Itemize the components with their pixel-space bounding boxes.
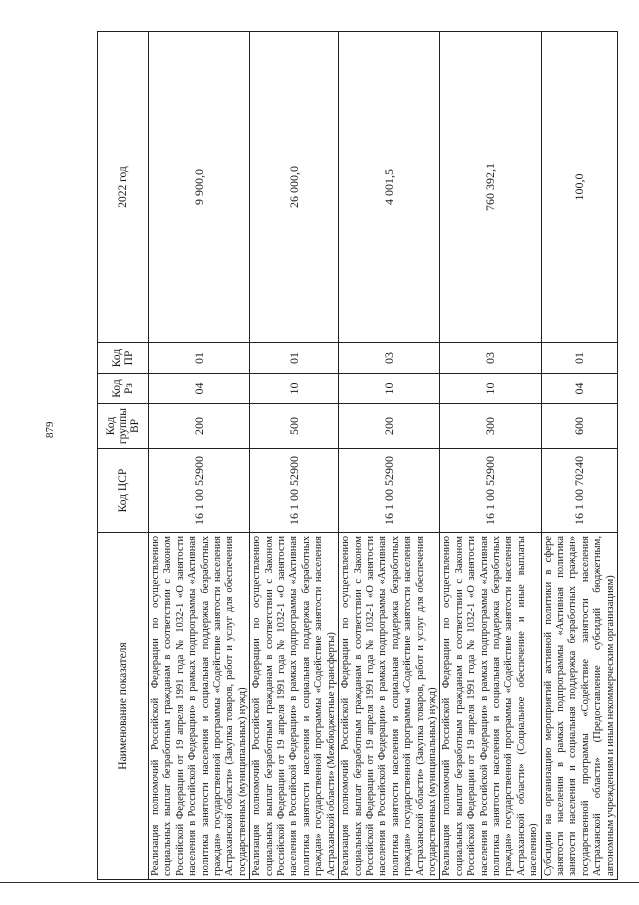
budget-table-rotated bbox=[97, 32, 616, 880]
row-pr: 03 bbox=[339, 343, 440, 374]
row-name: Реализация полномочий Российской Федерации по осуществлению социальных выплат безработным гражданам в соответствии с Законом Российской Федерации от 19 апреля 1991 года № 1032-1 «О занятости населения в Российской Федерации» в рамках подпрограммы «Активная политика занятости населения и социальная поддержка безработных граждан» государственной программы «Содействие занятости населения Астраханской области» (Закупка товаров, работ и услуг для обеспечения государственных (муниципальных) нужд) bbox=[149, 533, 250, 880]
header-year: 2022 год bbox=[98, 32, 149, 343]
row-csr: 16 1 00 52900 bbox=[250, 449, 339, 533]
row-name: Реализация полномочий Российской Федерации по осуществлению социальных выплат безработным гражданам в соответствии с Законом Российской Федерации от 19 апреля 1991 года № 1032-1 «О занятости населения в Российской Федерации» в рамках подпрограммы «Активная политика занятости населения и социальная поддержка безработных граждан» государственной программы «Содействие занятости населения Астраханской области» (Социальное обеспечение и иные выплаты населению) bbox=[440, 533, 541, 880]
row-csr: 16 1 00 52900 bbox=[339, 449, 440, 533]
table-row bbox=[541, 32, 617, 880]
row-csr: 16 1 00 52900 bbox=[149, 449, 250, 533]
row-rz: 10 bbox=[339, 374, 440, 404]
row-vr: 500 bbox=[250, 404, 339, 449]
row-pr: 01 bbox=[541, 343, 617, 374]
row-pr: 01 bbox=[149, 343, 250, 374]
row-vr: 200 bbox=[149, 404, 250, 449]
page-bottom-rule bbox=[0, 882, 639, 883]
header-rz: Код Рз bbox=[98, 374, 149, 404]
header-name: Наименование показателя bbox=[98, 533, 149, 880]
row-amount: 760 392,1 bbox=[440, 32, 541, 343]
table-row bbox=[339, 32, 440, 880]
row-name: Реализация полномочий Российской Федерации по осуществлению социальных выплат безработным гражданам в соответствии с Законом Российской Федерации от 19 апреля 1991 года № 1032-1 «О занятости населения в Российской Федерации» в рамках подпрограммы «Активная политика занятости населения и социальная поддержка безработных граждан» государственной программы «Содействие занятости населения Астраханской области» (Закупка товаров, работ и услуг для обеспечения государственных (муниципальных) нужд) bbox=[339, 533, 440, 880]
row-csr: 16 1 00 52900 bbox=[440, 449, 541, 533]
table-row bbox=[250, 32, 339, 880]
row-rz: 04 bbox=[149, 374, 250, 404]
row-amount: 100,0 bbox=[541, 32, 617, 343]
table-header-row bbox=[98, 32, 149, 880]
budget-table bbox=[97, 31, 618, 880]
row-rz: 10 bbox=[250, 374, 339, 404]
row-amount: 4 001,5 bbox=[339, 32, 440, 343]
header-vr: Код группы ВР bbox=[98, 404, 149, 449]
row-pr: 03 bbox=[440, 343, 541, 374]
header-csr: Код ЦСР bbox=[98, 449, 149, 533]
row-amount: 9 900,0 bbox=[149, 32, 250, 343]
row-pr: 01 bbox=[250, 343, 339, 374]
table-row bbox=[149, 32, 250, 880]
page-number: 879 bbox=[44, 421, 56, 438]
row-csr: 16 1 00 70240 bbox=[541, 449, 617, 533]
row-name: Субсидии на организацию мероприятий активной политики в сфере занятости населения в рамках подпрограммы «Активная политика занятости населения и социальная поддержка безработных граждан» государственной программы «Содействие занятости населения Астраханской области» (Предоставление субсидий бюджетным, автономным учреждениям и иным некоммерческим организациям) bbox=[541, 533, 617, 880]
header-pr: Код ПР bbox=[98, 343, 149, 374]
row-rz: 10 bbox=[440, 374, 541, 404]
row-vr: 600 bbox=[541, 404, 617, 449]
row-rz: 04 bbox=[541, 374, 617, 404]
row-amount: 26 000,0 bbox=[250, 32, 339, 343]
table-row bbox=[440, 32, 541, 880]
row-vr: 200 bbox=[339, 404, 440, 449]
row-vr: 300 bbox=[440, 404, 541, 449]
row-name: Реализация полномочий Российской Федерации по осуществлению социальных выплат безработным гражданам в соответствии с Законом Российской Федерации от 19 апреля 1991 года № 1032-1 «О занятости населения в Российской Федерации» в рамках подпрограммы «Активная политика занятости населения и социальная поддержка безработных граждан» государственной программы «Содействие занятости населения Астраханской области» (Межбюджетные трансферты) bbox=[250, 533, 339, 880]
